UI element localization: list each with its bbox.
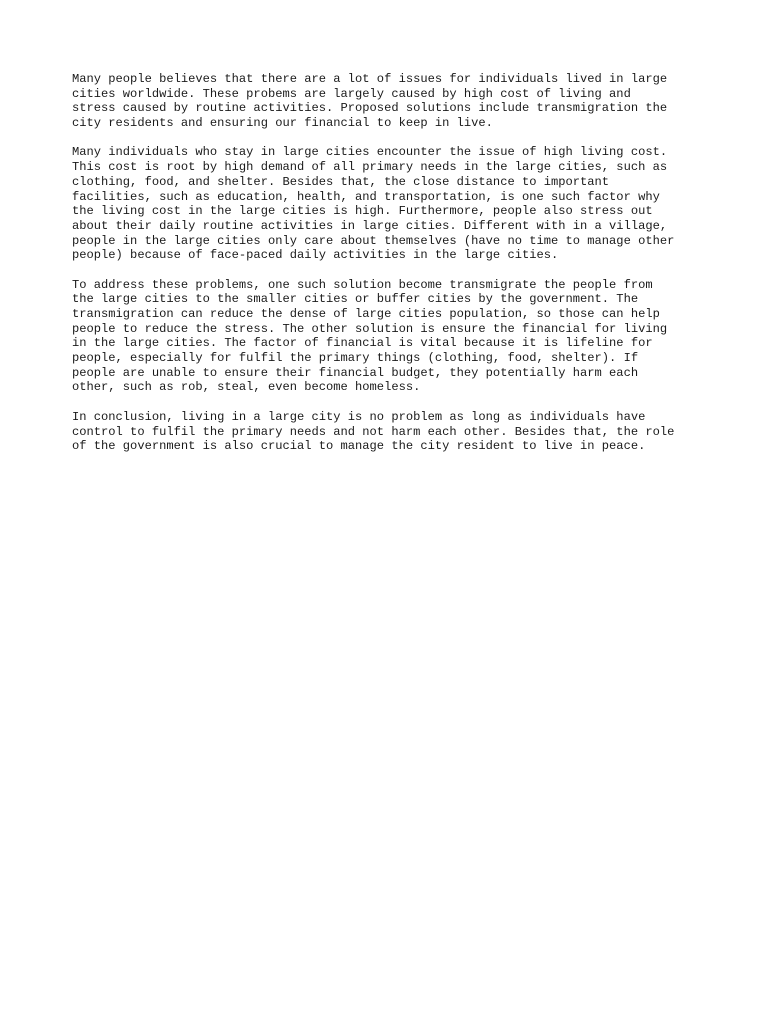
text-line: Many individuals who stay in large cities encounter the issue of high living cost. <box>72 145 668 160</box>
text-line: people, especially for fulfil the primary things (clothing, food, shelter). If <box>72 351 639 366</box>
text-line: facilities, such as education, health, and transportation, is one such factor why <box>72 189 660 204</box>
text-line: control to fulfil the primary needs and not harm each other. Besides that, the role <box>72 424 675 439</box>
text-line: people in the large cities only care about themselves (have no time to manage other <box>72 233 675 248</box>
paragraph-problems <box>72 145 712 263</box>
text-line: transmigration can reduce the dense of large cities population, so those can help <box>72 307 660 321</box>
paragraph-solutions <box>72 278 712 396</box>
essay-body <box>72 72 712 469</box>
text-line: people) because of face-paced daily activities in the large cities. <box>72 248 559 263</box>
text-line: other, such as rob, steal, even become homeless. <box>72 380 421 395</box>
text-line: in the large cities. The factor of financial is vital because it is lifeline for <box>72 336 653 351</box>
text-line: Many people believes that there are a lot of issues for individuals lived in large <box>72 72 668 86</box>
text-line: city residents and ensuring our financial to keep in live. <box>72 116 493 131</box>
text-line: the large cities to the smaller cities or buffer cities by the government. The <box>72 292 639 307</box>
text-line: clothing, food, and shelter. Besides that, the close distance to important <box>72 174 610 189</box>
text-line: In conclusion, living in a large city is no problem as long as individuals have <box>72 409 646 424</box>
text-line: This cost is root by high demand of all primary needs in the large cities, such as <box>72 160 668 175</box>
text-line: the living cost in the large cities is high. Furthermore, people also stress out <box>72 204 653 219</box>
text-line: stress caused by routine activities. Proposed solutions include transmigration the <box>72 101 668 116</box>
paragraph-conclusion <box>72 410 712 454</box>
text-line: people are unable to ensure their financial budget, they potentially harm each <box>72 365 639 380</box>
text-line: cities worldwide. These probems are largely caused by high cost of living and <box>72 86 631 101</box>
text-line: To address these problems, one such solution become transmigrate the people from <box>72 277 653 292</box>
paragraph-introduction <box>72 72 712 131</box>
text-line: people to reduce the stress. The other solution is ensure the financial for living <box>72 321 668 336</box>
text-line: about their daily routine activities in large cities. Different with in a village, <box>72 218 668 233</box>
text-line: of the government is also crucial to manage the city resident to live in peace. <box>72 439 646 454</box>
